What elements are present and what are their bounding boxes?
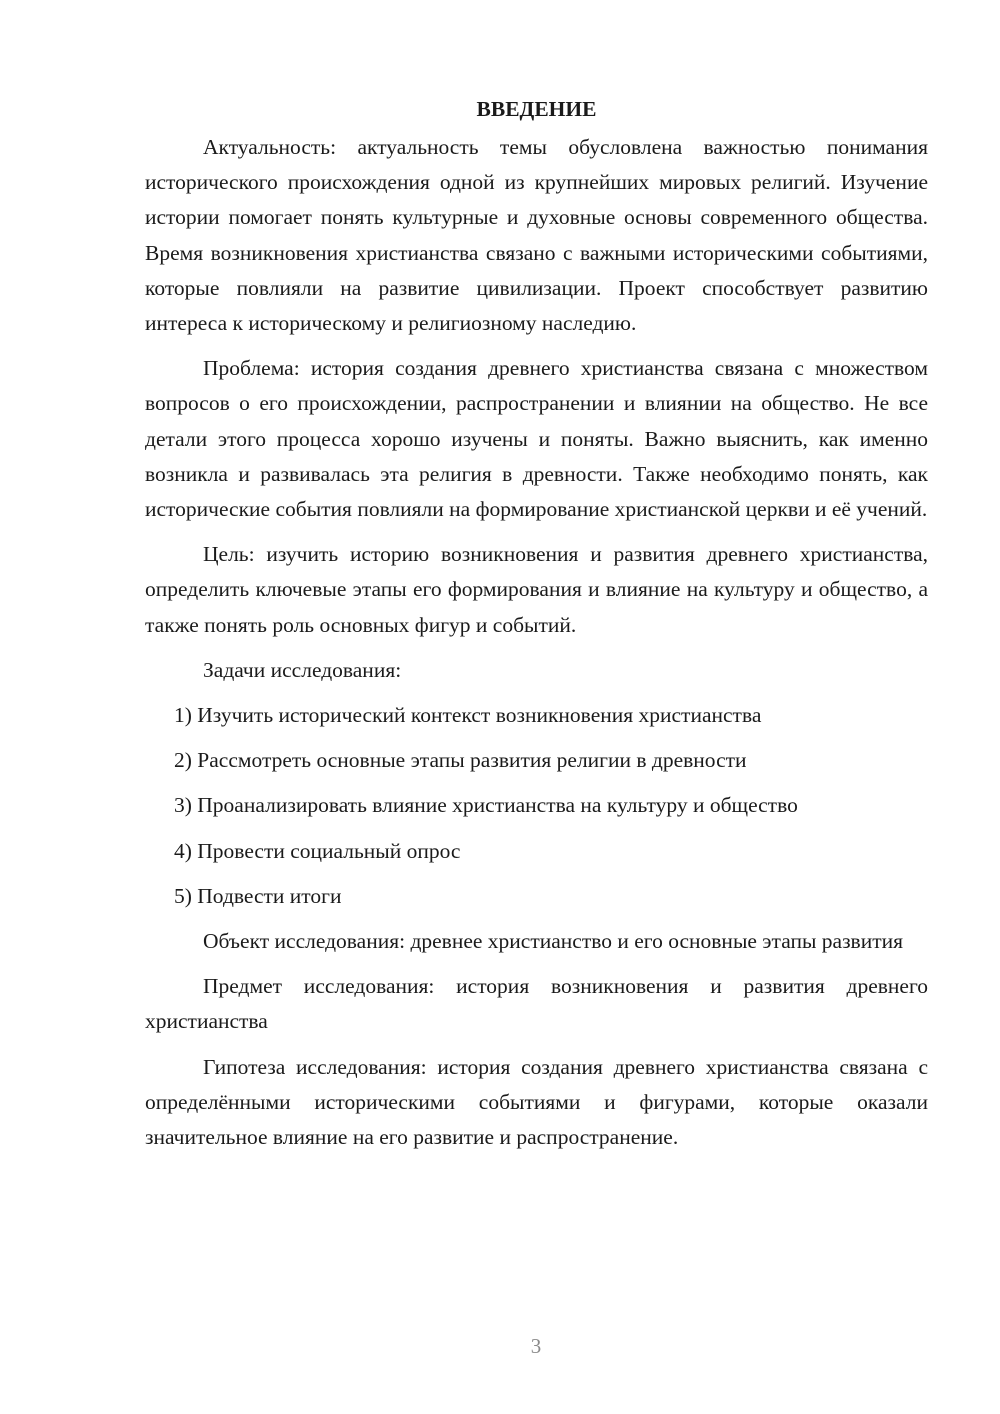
section-heading: ВВЕДЕНИЕ	[476, 97, 597, 121]
hypothesis-paragraph: Гипотеза исследования: история создания древнего христианства связана с определёнными историческими событиями и фигурами, которые оказали значительное влияние на его развитие и распространение.	[145, 1054, 928, 1150]
problem-paragraph: Проблема: история создания древнего христианства связана с множеством вопросов о его происхождении, распространении и влиянии на общество. Не все детали этого процесса хорошо изучены и поняты. Важно выяснить, как именно возникла и развивалась эта религия в древности. Также необходимо понять, как исторические события повлияли на формирование христианской церкви и её учений.	[145, 356, 928, 522]
task-item: 5) Подвести итоги	[174, 883, 342, 908]
task-item: 1) Изучить исторический контекст возникновения христианства	[174, 703, 762, 728]
task-item: 4) Провести социальный опрос	[174, 838, 461, 863]
page-content	[145, 88, 928, 1155]
tasks-list	[145, 698, 928, 914]
task-item: 3) Проанализировать влияние христианства на культуру и общество	[174, 793, 798, 818]
object-paragraph: Объект исследования: древнее христианство и его основные этапы развития	[203, 929, 904, 954]
task-item: 2) Рассмотреть основные этапы развития религии в древности	[174, 748, 747, 773]
subject-paragraph: Предмет исследования: история возникновения и развития древнего христианства	[145, 974, 928, 1034]
goal-paragraph: Цель: изучить историю возникновения и развития древнего христианства, определить ключевые этапы его формирования и влияние на культуру и общество, а также понять роль основных фигур и событий.	[145, 542, 928, 637]
tasks-title: Задачи исследования:	[203, 657, 402, 682]
relevance-paragraph: Актуальность: актуальность темы обусловлена важностью понимания исторического происхождения одной из крупнейших мировых религий. Изучение истории помогает понять культурные и духовные основы современного общества. Время возникновения христианства связано с важными историческими событиями, которые повлияли на развитие цивилизации. Проект способствует развитию интереса к историческому и религиозному наследию.	[145, 135, 928, 336]
page-number: 3	[530, 1334, 542, 1358]
